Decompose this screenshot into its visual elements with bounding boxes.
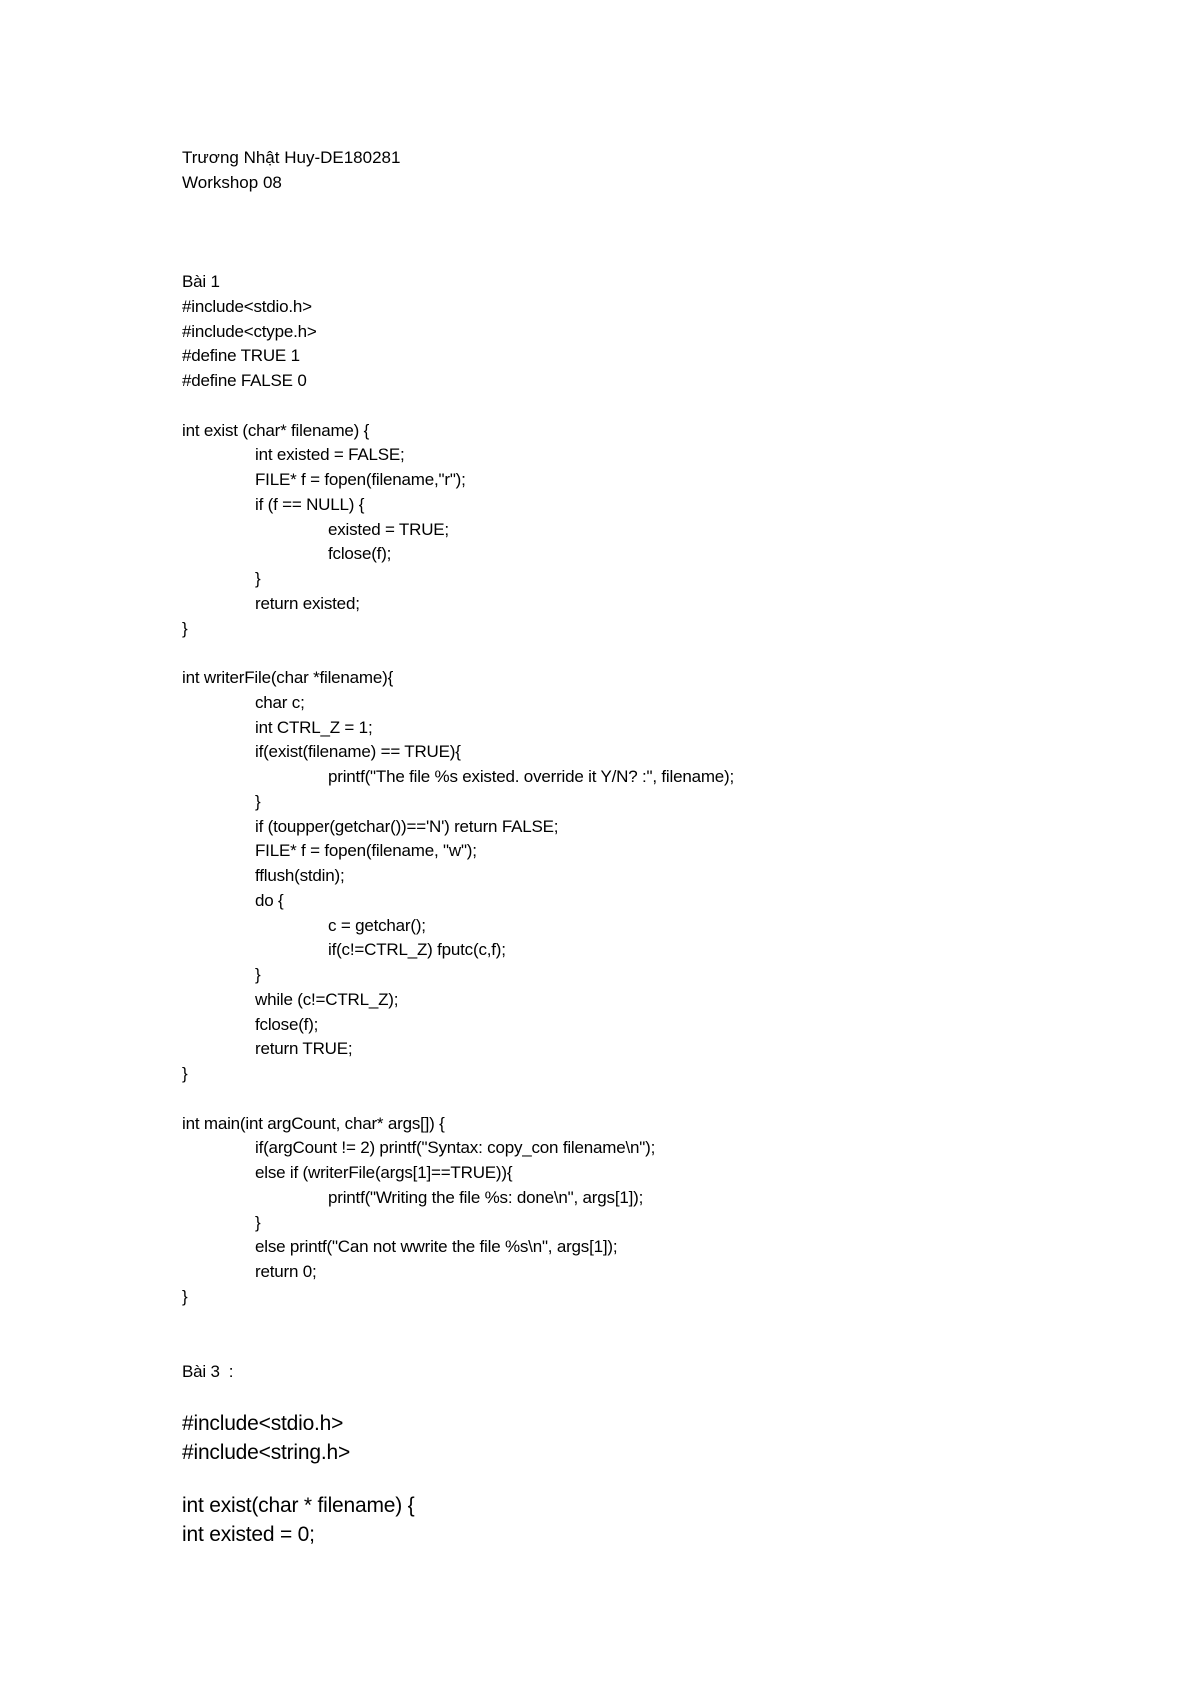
code-line: c = getchar(); bbox=[328, 915, 426, 935]
code-line: if(c!=CTRL_Z) fputc(c,f); bbox=[328, 940, 506, 960]
code-line: return existed; bbox=[255, 593, 360, 613]
code-line: } bbox=[255, 569, 261, 588]
code-line: printf("The file %s existed. override it Y/N? :", filename); bbox=[328, 767, 735, 786]
code-line: #include<ctype.h> bbox=[182, 321, 317, 341]
code-line: fclose(f); bbox=[255, 1014, 319, 1034]
code-line: } bbox=[255, 965, 261, 984]
code-line: else if (writerFile(args[1]==TRUE)){ bbox=[255, 1163, 513, 1182]
bai1-heading: Bài 1 bbox=[182, 272, 220, 291]
workshop-line: Workshop 08 bbox=[182, 173, 282, 192]
code-line: } bbox=[255, 791, 261, 811]
code-line: if (f == NULL) { bbox=[255, 494, 365, 514]
code-line: fflush(stdin); bbox=[255, 866, 345, 885]
code-line: int existed = 0; bbox=[182, 1522, 315, 1546]
bai3-heading: Bài 3 : bbox=[182, 1362, 234, 1381]
bai1-code-block bbox=[182, 295, 734, 1310]
code-line: fclose(f); bbox=[328, 544, 392, 564]
code-line: return TRUE; bbox=[255, 1039, 353, 1059]
blank-line bbox=[182, 641, 734, 666]
code-line: existed = TRUE; bbox=[328, 519, 449, 539]
code-line: else printf("Can not wwrite the file %s\n", args[1]); bbox=[255, 1237, 618, 1257]
code-line: return 0; bbox=[255, 1262, 317, 1281]
code-line: do { bbox=[255, 890, 284, 910]
code-line: if (toupper(getchar())=='N') return FALSE; bbox=[255, 816, 559, 836]
code-line: #define FALSE 0 bbox=[182, 371, 307, 390]
code-line: int exist (char* filename) { bbox=[182, 420, 370, 440]
bai1-section bbox=[182, 270, 734, 1310]
bai3-code-block bbox=[182, 1409, 415, 1549]
author-line: Trương Nhật Huy-DE180281 bbox=[182, 148, 401, 167]
spacer bbox=[182, 1385, 415, 1409]
code-line: if(argCount != 2) printf("Syntax: copy_con filename\n"); bbox=[255, 1138, 656, 1158]
code-line: char c; bbox=[255, 692, 305, 712]
code-line: while (c!=CTRL_Z); bbox=[255, 989, 399, 1009]
blank-line bbox=[182, 394, 734, 419]
code-line: if(exist(filename) == TRUE){ bbox=[255, 742, 461, 762]
code-line: int main(int argCount, char* args[]) { bbox=[182, 1113, 445, 1133]
code-line: } bbox=[182, 1286, 188, 1306]
code-line: int exist(char * filename) { bbox=[182, 1493, 415, 1517]
code-line: #include<stdio.h> bbox=[182, 296, 312, 316]
code-line: int CTRL_Z = 1; bbox=[255, 717, 373, 737]
document-header bbox=[182, 145, 400, 195]
code-line: #define TRUE 1 bbox=[182, 346, 300, 366]
code-line: #include<string.h> bbox=[182, 1440, 351, 1464]
blank-line bbox=[182, 1087, 734, 1112]
spacer bbox=[182, 1467, 415, 1491]
code-line: } bbox=[182, 1064, 188, 1083]
code-line: FILE* f = fopen(filename,"r"); bbox=[255, 470, 466, 489]
code-line: } bbox=[182, 618, 188, 638]
code-line: printf("Writing the file %s: done\n", args[1]); bbox=[328, 1187, 644, 1207]
code-line: #include<stdio.h> bbox=[182, 1411, 344, 1435]
code-line: int writerFile(char *filename){ bbox=[182, 668, 394, 687]
code-line: } bbox=[255, 1212, 261, 1232]
code-line: FILE* f = fopen(filename, "w"); bbox=[255, 841, 477, 861]
bai3-section bbox=[182, 1360, 415, 1549]
code-line: int existed = FALSE; bbox=[255, 445, 405, 465]
